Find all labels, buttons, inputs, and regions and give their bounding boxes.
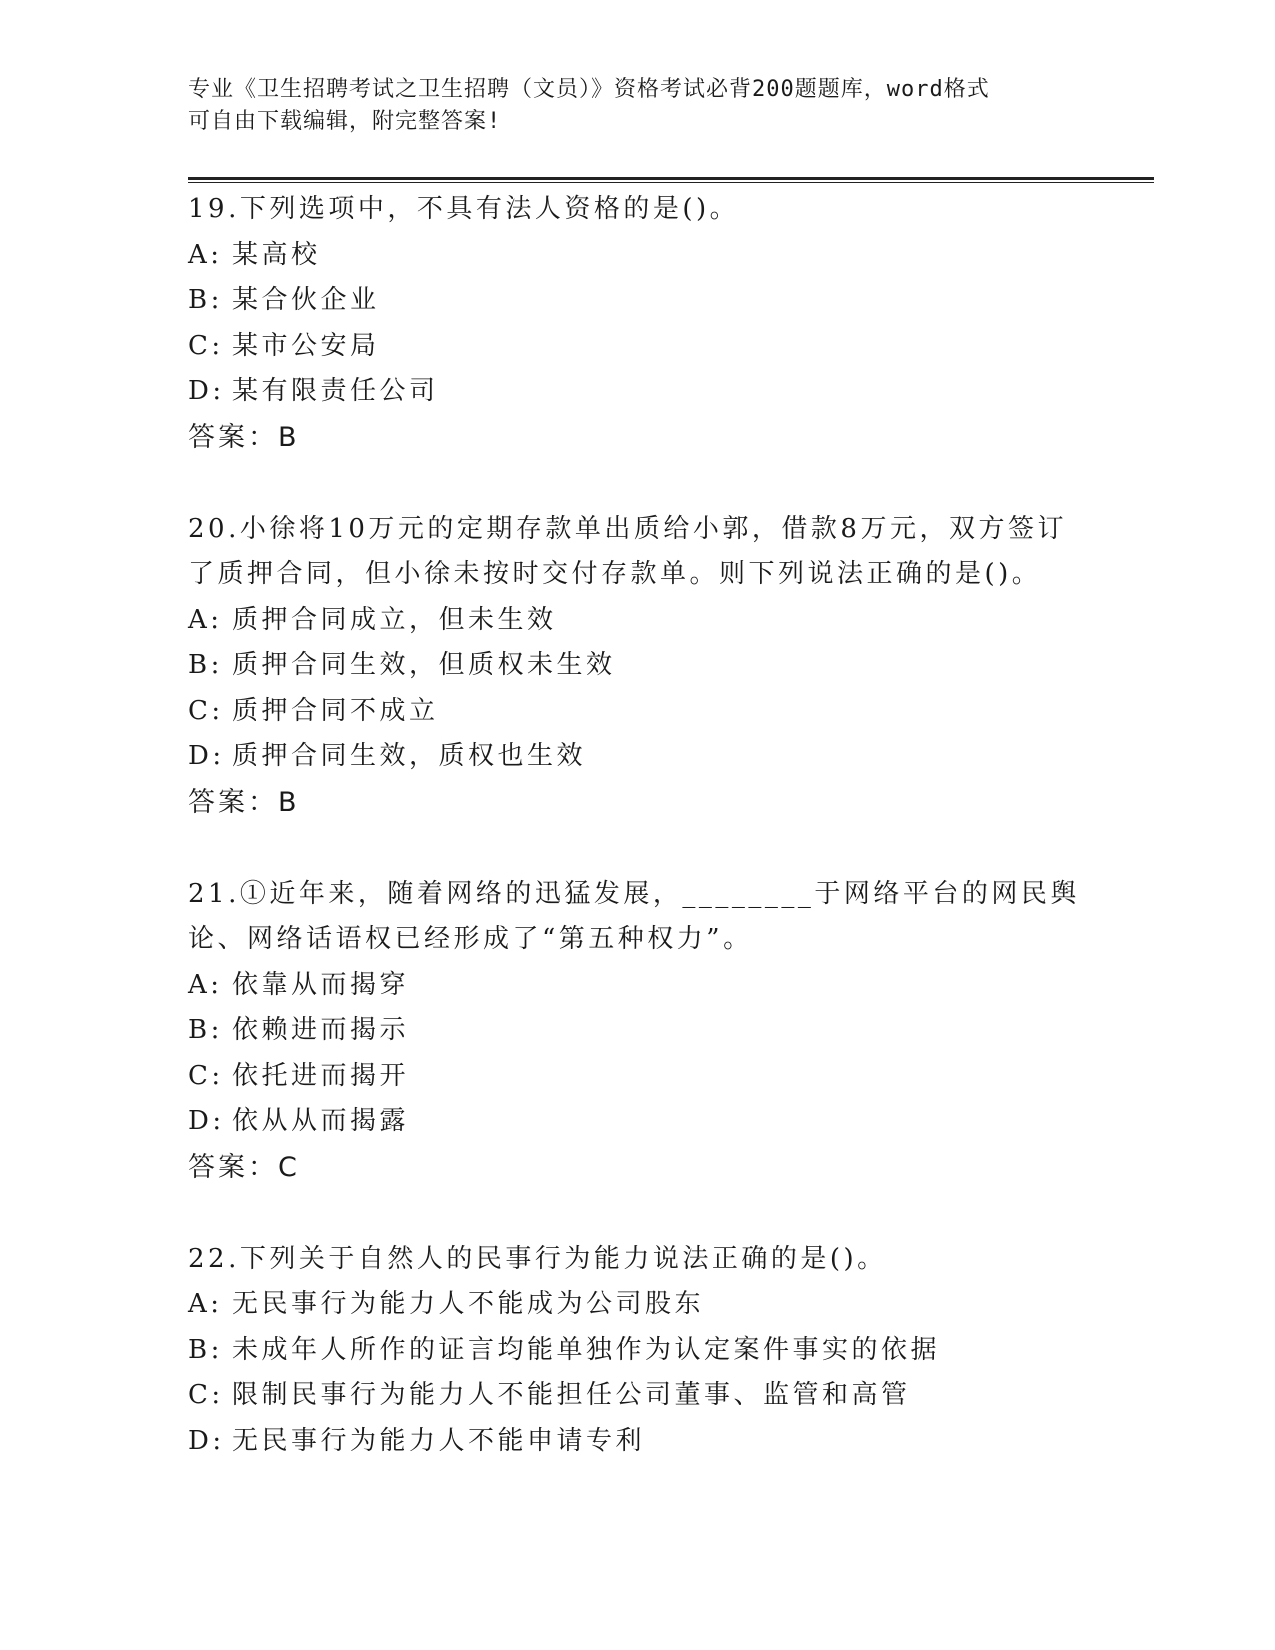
option-a [188,1282,1088,1328]
option-key: A: [188,969,223,1000]
option-text: 质押合同不成立 [232,695,439,726]
question-21 [188,872,1088,1191]
option-text: 某合伙企业 [232,285,380,315]
option-text: 某有限责任公司 [232,376,439,406]
option-d [188,369,1088,415]
option-key: A: [188,239,223,270]
option-text: 质押合同生效，但质权未生效 [232,650,616,680]
answer-line [188,780,1088,826]
option-key: B: [188,285,223,315]
header-divider-thin [188,182,1154,183]
answer-value: C [278,1151,298,1183]
option-d [188,1419,1088,1465]
option-key: D: [188,376,225,406]
option-b [188,278,1088,324]
option-key: C: [188,330,224,361]
option-key: C: [188,1060,224,1091]
option-a [188,598,1088,644]
option-text: 限制民事行为能力人不能担任公司董事、监管和高管 [232,1380,911,1410]
header-line-1: 专业《卫生招聘考试之卫生招聘（文员）》资格考试必背200题题库，word格式 [188,77,990,102]
option-c [188,1373,1088,1419]
option-a [188,233,1088,279]
option-c [188,689,1088,735]
question-stem: 20.小徐将10万元的定期存款单出质给小郭，借款8万元，双方签订了质押合同，但小徐未按时交付存款单。则下列说法正确的是()。 [188,513,1067,589]
answer-label: 答案： [188,786,278,818]
option-key: B: [188,1015,223,1045]
header-divider-thick [188,177,1154,180]
answer-label: 答案： [188,1151,278,1183]
option-key: D: [188,1106,225,1136]
option-b [188,643,1088,689]
option-c [188,324,1088,370]
answer-value: B [278,421,298,453]
option-a [188,963,1088,1009]
document-header [188,74,1068,138]
header-line-2: 可自由下载编辑，附完整答案! [188,109,502,134]
question-20 [188,507,1088,826]
question-stem: 22.下列关于自然人的民事行为能力说法正确的是()。 [188,1243,887,1274]
question-list [188,187,1088,1464]
question-19 [188,187,1088,461]
option-key: A: [188,1289,223,1319]
option-text: 无民事行为能力人不能申请专利 [232,1425,646,1456]
option-text: 依靠从而揭穿 [232,969,410,1000]
question-stem: 19.下列选项中，不具有法人资格的是()。 [188,194,740,224]
option-text: 未成年人所作的证言均能单独作为认定案件事实的依据 [232,1334,941,1365]
option-b [188,1328,1088,1374]
question-stem: 21.①近年来，随着网络的迅猛发展，________于网络平台的网民舆论、网络话语权已经形成了“第五种权力”。 [188,878,1080,954]
option-key: C: [188,695,224,726]
question-22 [188,1237,1088,1465]
answer-label: 答案： [188,421,278,453]
option-key: C: [188,1380,224,1410]
option-key: B: [188,1334,223,1365]
option-key: D: [188,741,225,771]
answer-value: B [278,786,298,818]
option-text: 某市公安局 [232,330,380,361]
option-text: 质押合同生效，质权也生效 [232,741,587,771]
option-d [188,734,1088,780]
option-c [188,1054,1088,1100]
option-text: 某高校 [232,239,321,270]
option-text: 无民事行为能力人不能成为公司股东 [232,1289,705,1319]
option-key: A: [188,604,223,635]
option-text: 质押合同成立，但未生效 [232,604,557,635]
option-b [188,1008,1088,1054]
option-text: 依托进而揭开 [232,1060,410,1091]
answer-line [188,1145,1088,1191]
option-key: B: [188,650,223,680]
answer-line [188,415,1088,461]
option-key: D: [188,1425,225,1456]
option-text: 依从从而揭露 [232,1106,410,1136]
option-d [188,1099,1088,1145]
option-text: 依赖进而揭示 [232,1015,410,1045]
